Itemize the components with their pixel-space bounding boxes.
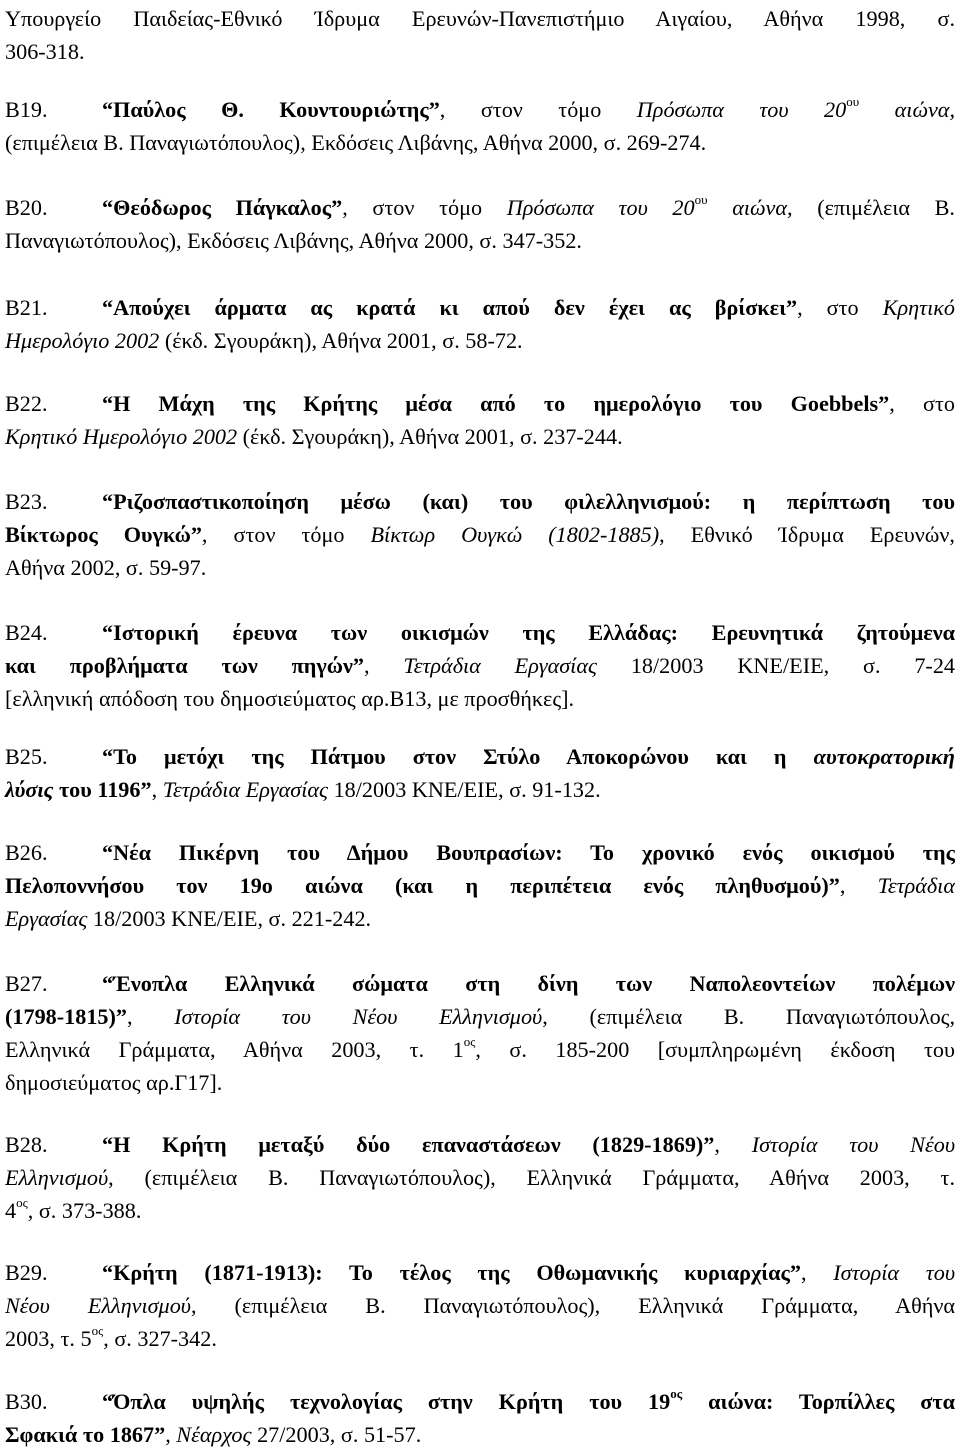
entry-b23: B23. “Ριζοσπαστικοποίηση μέσω (και) του φιλελληνισμού: η περίπτωση του Βίκτωρος Ουγκώ”, στον τόμο Βίκτωρ Ουγκώ (1802-1885), Εθνικό Ίδρυμα Ερευνών, Αθήνα 2002, σ. 59-97. bbox=[5, 485, 955, 584]
b18-line-2: 306-318. bbox=[5, 39, 85, 64]
entry-title: “Η Μάχη της Κρήτης μέσα από το ημερολόγιο του Goebbels” bbox=[102, 391, 890, 416]
entry-details: (επιμέλεια Β. Παναγιωτόπουλος), Εκδόσεις Λιβάνης, Αθήνα 2000, σ. 269-274. bbox=[5, 130, 707, 155]
entry-b19: B19. “Παύλος Θ. Κουντουριώτης”, στον τόμο Πρόσωπα του $20^{o\upsilon}$ αιώνα, (επιμέλεια Β. Παναγιωτόπουλος), Εκδόσεις Λιβάνης, Αθήνα 2000, σ. 269-274. bbox=[5, 93, 955, 159]
entry-title: “Θεόδωρος Πάγκαλος” bbox=[102, 195, 343, 220]
entry-b20: B20. “Θεόδωρος Πάγκαλος”, στον τόμο Πρόσωπα του $20^{o\upsilon}$ αιώνα, (επιμέλεια Β. Παναγιωτόπουλος), Εκδόσεις Λιβάνης, Αθήνα 2000, σ. 347-352. bbox=[5, 191, 955, 257]
entry-title: “Ιστορική έρευνα των οικισμών της Ελλάδας: Ερευνητικά ζητούμενα bbox=[102, 620, 955, 645]
entry-b26: B26. “Νέα Πικέρνη του Δήμου Βουπρασίων: Το χρονικό ενός οικισμού της Πελοποννήσου τον 19ο αιώνα (και η περιπέτεια ενός πληθυσμού)”, Τετράδια Εργασίας 18/2003 ΚΝΕ/ΕΙΕ, σ. 221-242. bbox=[5, 836, 955, 935]
entry-number: B21. bbox=[5, 295, 48, 320]
entry-b30: B30. “Όπλα υψηλής τεχνολογίας στην Κρήτη του $19^{o\varsigma}$ αιώνα: Τορπίλλες στα Σφακιά το 1867”, Νέαρχος 27/2003, σ. 51-57. bbox=[5, 1385, 955, 1447]
entry-title: “Απούχει άρματα ας κρατά κι απού δεν έχει ας βρίσκει” bbox=[102, 295, 798, 320]
entry-number: B24. bbox=[5, 620, 48, 645]
entry-number: B30. bbox=[5, 1389, 48, 1414]
entry-details: Παναγιωτόπουλος), Εκδόσεις Λιβάνης, Αθήνα 2000, σ. 347-352. bbox=[5, 228, 582, 253]
entry-title: “Το μετόχι της Πάτμου στον Στύλο Αποκορώνου και η bbox=[102, 744, 814, 769]
entry-number: B19. bbox=[5, 97, 48, 122]
entry-b27: B27. “Ένοπλα Ελληνικά σώματα στη δίνη των Ναπολεοντείων πολέμων (1798-1815)”, Ιστορία του Νέου Ελληνισμού, (επιμέλεια Β. Παναγιωτόπουλος, Ελληνικά Γράμματα, Αθήνα 2003, τ. $1^{o\varsigma}$, σ. 185-200 [συμπληρωμένη έκδοση του δημοσιεύματος αρ.Γ17]. bbox=[5, 967, 955, 1099]
entry-number: B25. bbox=[5, 744, 48, 769]
entry-number: B28. bbox=[5, 1132, 48, 1157]
entry-title: “Η Κρήτη μεταξύ δύο επαναστάσεων (1829-1869)” bbox=[102, 1132, 715, 1157]
entry-b28: B28. “Η Κρήτη μεταξύ δύο επαναστάσεων (1829-1869)”, Ιστορία του Νέου Ελληνισμού, (επιμέλεια Β. Παναγιωτόπουλος), Ελληνικά Γράμματα, Αθήνα 2003, τ. $4^{o\varsigma}$, σ. 373-388. bbox=[5, 1128, 955, 1227]
entry-b18-tail bbox=[5, 2, 955, 68]
entry-title: “Όπλα υψηλής τεχνολογίας στην Κρήτη του 19 bbox=[102, 1389, 671, 1414]
entry-b25: B25. “Το μετόχι της Πάτμου στον Στύλο Αποκορώνου και η αυτοκρατορική λύσις του 1196”, Τετράδια Εργασίας 18/2003 ΚΝΕ/ΕΙΕ, σ. 91-132. bbox=[5, 740, 955, 806]
entry-title: “Ριζοσπαστικοποίηση μέσω (και) του φιλελληνισμού: η περίπτωση του bbox=[102, 489, 955, 514]
entry-title: “Κρήτη (1871-1913): Το τέλος της Οθωμανικής κυριαρχίας” bbox=[102, 1260, 801, 1285]
entry-number: B20. bbox=[5, 195, 48, 220]
entry-number: B29. bbox=[5, 1260, 48, 1285]
entry-title: “Νέα Πικέρνη του Δήμου Βουπρασίων: Το χρονικό ενός οικισμού της bbox=[102, 840, 955, 865]
entry-b22: B22. “Η Μάχη της Κρήτης μέσα από το ημερολόγιο του Goebbels”, στο Κρητικό Ημερολόγιο 2002 (έκδ. Σγουράκη), Αθήνα 2001, σ. 237-244. bbox=[5, 387, 955, 453]
entry-number: B23. bbox=[5, 489, 48, 514]
entry-b29: B29. “Κρήτη (1871-1913): Το τέλος της Οθωμανικής κυριαρχίας”, Ιστορία του Νέου Ελληνισμού, (επιμέλεια Β. Παναγιωτόπουλος), Ελληνικά Γράμματα, Αθήνα 2003, τ. $5^{o\varsigma}$, σ. 327-342. bbox=[5, 1256, 955, 1355]
b18-line-1: Υπουργείο Παιδείας-Εθνικό Ίδρυμα Ερευνών-Πανεπιστήμιο Αιγαίου, Αθήνα 1998, σ. bbox=[5, 6, 955, 31]
entry-title: “Ένοπλα Ελληνικά σώματα στη δίνη των Ναπολεοντείων πολέμων bbox=[102, 971, 955, 996]
entry-b21: B21. “Απούχει άρματα ας κρατά κι απού δεν έχει ας βρίσκει”, στο Κρητικό Ημερολόγιο 2002 (έκδ. Σγουράκη), Αθήνα 2001, σ. 58-72. bbox=[5, 291, 955, 357]
entry-number: B27. bbox=[5, 971, 48, 996]
entry-number: B26. bbox=[5, 840, 48, 865]
entry-title: “Παύλος Θ. Κουντουριώτης” bbox=[102, 97, 440, 122]
entry-number: B22. bbox=[5, 391, 48, 416]
entry-b24: B24. “Ιστορική έρευνα των οικισμών της Ελλάδας: Ερευνητικά ζητούμενα και προβλήματα των πηγών”, Τετράδια Εργασίας 18/2003 ΚΝΕ/ΕΙΕ, σ. 7-24 [ελληνική απόδοση του δημοσιεύματος αρ.Β13, με προσθήκες]. bbox=[5, 616, 955, 715]
